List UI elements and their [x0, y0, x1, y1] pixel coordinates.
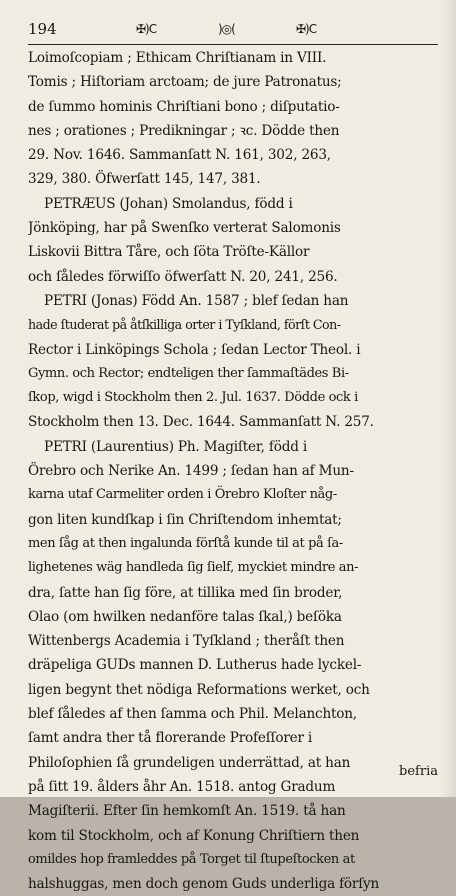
text-line: gon liten kundſkap i ſin Chriſtendom inhemtat; — [28, 511, 342, 528]
text-line: Örebro och Nerike An. 1499 ; ſedan han af Mun- — [28, 463, 354, 480]
entry-heading-line: PETRÆUS (Johan) Smolandus, född i — [44, 195, 293, 212]
text-line: halshuggas, men doch genom Guds underliga förſyn — [28, 876, 380, 893]
text-line: Liskovii Bittra Tåre, och ſöta Tröſte-Källor — [28, 244, 310, 261]
ornament-left: ✠)C — [136, 22, 157, 36]
catchword: befria — [399, 764, 438, 779]
text-line: karna utaf Carmeliter orden i Örebro Kloſter någ- — [28, 487, 337, 503]
text-line: Loimoſcopiam ; Ethicam Chriſtianam in VIII. — [28, 50, 327, 66]
text-line: Stockholm then 13. Dec. 1644. Sammanſatt N. 257. — [28, 414, 374, 431]
text-line: dräpeliga GUDs mannen D. Lutherus hade lyckel- — [28, 657, 362, 674]
page-edge-shadow — [440, 0, 456, 797]
header-rule — [28, 44, 438, 45]
page-number: 194 — [28, 20, 57, 38]
text-line: Philoſophien ſå grundeligen underrättad, at han — [28, 754, 351, 771]
text-line: 329, 380. Öfwerſatt 145, 147, 381. — [28, 171, 261, 188]
text-line: kom til Stockholm, och af Konung Chriſtiern then — [28, 827, 360, 844]
text-line: ſkop, wigd i Stockholm then 2. Jul. 1637. Dödde ock i — [28, 390, 358, 406]
text-line: blef ſåledes af then ſamma och Phil. Melanchton, — [28, 706, 357, 723]
entry-heading-line: PETRI (Jonas) Född An. 1587 ; blef ſedan han — [44, 292, 349, 309]
ornament-right: ✠)C — [296, 22, 317, 36]
body-text — [28, 46, 440, 896]
text-line: Magiſterii. Efter ſin hemkomſt An. 1519. tå han — [28, 803, 346, 820]
text-line: ſamt andra ther tå florerande Profeſſorer i — [28, 730, 313, 747]
text-line: Jönköping, har på Swenſko verterat Salomonis — [28, 220, 341, 237]
text-line: omildes hop framleddes på Torget til ſtupeſtocken at — [28, 851, 355, 867]
text-line: nes ; orationes ; Predikningar ; ꝛc. Dödde then — [28, 122, 340, 139]
text-line: de ſummo hominis Chriſtiani bono ; diſputatio- — [28, 98, 340, 115]
text-line: Tomis ; Hiſtoriam arctoam; de jure Patronatus; — [28, 74, 342, 91]
ornament-center: )◎( — [218, 22, 235, 36]
text-line: hade ſtuderat på åtſkilliga orter i Tyſkland, förſt Con- — [28, 317, 341, 333]
text-line: Olao (om hwilken nedanföre talas ſkal,) beſöka — [28, 608, 342, 625]
text-line: Rector i Linköpings Schola ; ſedan Lector Theol. i — [28, 341, 361, 358]
page-header — [28, 20, 438, 42]
text-line: och ſåledes förwiſſo öfwerſatt N. 20, 241, 256. — [28, 268, 338, 285]
text-line: på ſitt 19. ålders åhr An. 1518. antog Gradum — [28, 778, 336, 795]
text-line: lighetenes wäg handleda ſig ſielf, myckiet mindre an- — [28, 560, 359, 576]
text-line: Gymn. och Rector; endteligen ther ſammaſtädes Bi- — [28, 365, 349, 381]
text-line: dra, ſatte han ſig före, at tillika med ſin broder, — [28, 584, 343, 601]
text-line: men ſåg at then ingalunda förſtå kunde til at på ſa- — [28, 535, 343, 551]
text-line: Wittenbergs Academia i Tyſkland ; theråſt then — [28, 633, 345, 650]
text-line: 29. Nov. 1646. Sammanſatt N. 161, 302, 263, — [28, 147, 331, 164]
entry-heading-line: PETRI (Laurentius) Ph. Magiſter, född i — [44, 438, 308, 455]
text-line: ligen begynt thet nödiga Reformations werket, och — [28, 681, 370, 698]
